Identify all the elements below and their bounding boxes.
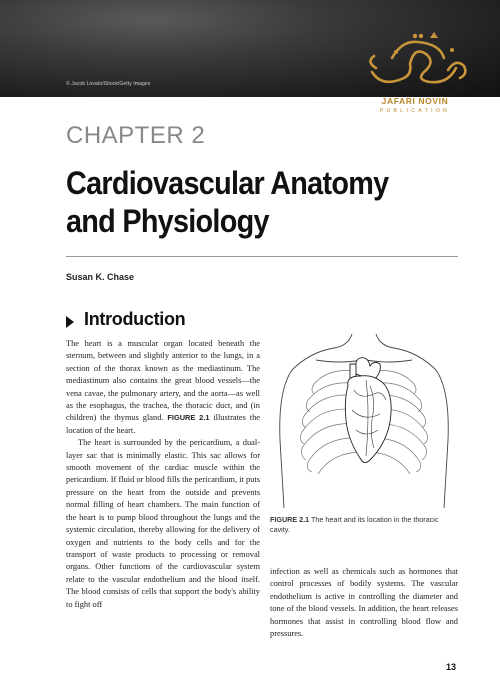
paragraph-intro: The heart is a muscular organ located beneath the sternum, between and slightly anterior to the lungs, in a section of the thorax known as the mediastinum. The mediastinum also contains the great blood vessels—the vena cavae, the pulmonary artery, and the aorta—as well as the esophagus, the trachea, the thoracic duct, and (in children) the thymus gland. FIGURE 2.1 illustrates the location of the heart. bbox=[66, 339, 261, 435]
chapter-title-line2: and Physiology bbox=[66, 203, 269, 239]
publisher-logo bbox=[352, 28, 478, 120]
paragraph-continued: infection as well as chemicals such as hormones that control processes of bodily systems. The vascular endothelium is active in controlling the diameter and tone of the blood vessels. In addition, the heart releases hormones that assist in controlling blood flow and pressures. bbox=[270, 567, 458, 639]
body-column-right bbox=[270, 566, 458, 640]
publisher-tagline: PUBLICATION bbox=[379, 108, 451, 114]
publisher-logo-icon bbox=[352, 28, 478, 96]
figure-caption bbox=[270, 515, 458, 535]
section-arrow-icon bbox=[66, 316, 74, 328]
author-name: Susan K. Chase bbox=[66, 272, 135, 282]
header-banner bbox=[0, 0, 500, 114]
chapter-label: CHAPTER 2 bbox=[66, 122, 206, 149]
chapter-title-line1: Cardiovascular Anatomy bbox=[66, 165, 389, 201]
chapter-title bbox=[66, 164, 388, 240]
page-number: 13 bbox=[446, 662, 457, 672]
paragraph-pericardium: The heart is surrounded by the pericardium, a dual-layer sac that is minimally elastic. This sac allows for smooth movement of the cardiac muscle within the pericardium. If fluid or blood fills the pericardium, it puts pressure on the heart from the outside and prevents normal filling of heart chambers. The main function of the heart is to pump blood throughout the lungs and the systemic circulation, thereby allowing for the delivery of oxygen and nutrients to the body cells and for the transport of waste products to processing or removal organs. Other functions of the cardiovascular system relate to the vascular endothelium and the blood itself. The blood consists of cells that support the body's ability to fight off bbox=[66, 438, 260, 609]
figure-heart-illustration bbox=[270, 330, 458, 508]
title-divider bbox=[66, 256, 458, 257]
figure-reference: FIGURE 2.1 bbox=[167, 413, 210, 423]
heart-thorax-illustration bbox=[270, 330, 458, 508]
figure-caption-text: The heart and its location in the thoracic cavity. bbox=[270, 515, 439, 534]
image-credit: © Jacob Lovato/iStock/Getty Images bbox=[66, 81, 151, 87]
body-column-left bbox=[66, 338, 260, 611]
figure-label: FIGURE 2.1 bbox=[270, 515, 310, 524]
section-heading: Introduction bbox=[84, 309, 186, 329]
publisher-name: JAFARI NOVIN bbox=[381, 96, 449, 106]
